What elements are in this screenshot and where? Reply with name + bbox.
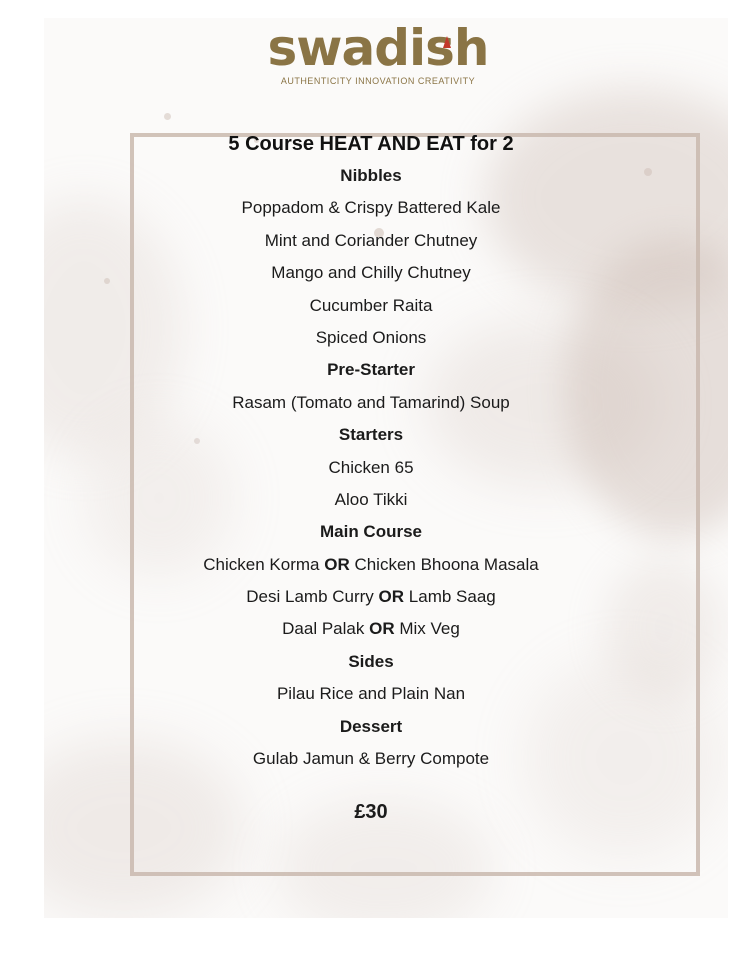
menu-choice-item (86, 613, 656, 645)
section-heading-sides: Sides (348, 651, 394, 671)
menu-content (86, 128, 656, 827)
choice-option: Mix Veg (399, 619, 460, 639)
menu-item: Mango and Chilly Chutney (271, 263, 471, 283)
menu-item: Rasam (Tomato and Tamarind) Soup (232, 392, 510, 412)
menu-item: Pilau Rice and Plain Nan (276, 684, 466, 704)
menu-choice-item (86, 549, 656, 581)
choice-option: Lamb Saag (408, 587, 496, 607)
flame-icon (443, 36, 451, 48)
choice-option: Daal Palak (282, 619, 365, 639)
or-connector: OR (324, 554, 350, 574)
section-heading-main-course: Main Course (319, 522, 423, 542)
menu-item: Gulab Jamun & Berry Compote (252, 749, 490, 769)
menu-item: Poppadom & Crispy Battered Kale (241, 198, 501, 218)
menu-price: £30 (354, 801, 388, 824)
menu-item: Mint and Coriander Chutney (264, 230, 478, 250)
section-heading-pre-starter: Pre-Starter (327, 360, 415, 380)
menu-item: Spiced Onions (315, 327, 427, 347)
or-connector: OR (378, 587, 405, 607)
menu-item: Cucumber Raita (309, 295, 433, 315)
section-heading-starters: Starters (338, 425, 404, 445)
menu-choice-item (86, 581, 656, 613)
choice-option: Chicken Korma (203, 554, 320, 574)
logo-tagline: AUTHENTICITY INNOVATION CREATIVITY (280, 76, 476, 86)
swadish-logo (248, 18, 508, 92)
menu-item: Chicken 65 (328, 457, 414, 477)
logo-wordmark: swadish (267, 19, 489, 77)
choice-option: Chicken Bhoona Masala (354, 554, 539, 574)
or-connector: OR (369, 619, 395, 639)
menu-item: Aloo Tikki (334, 489, 408, 509)
section-heading-nibbles: Nibbles (340, 166, 402, 185)
section-heading-dessert: Dessert (339, 716, 403, 736)
choice-option: Desi Lamb Curry (246, 587, 374, 607)
menu-title: 5 Course HEAT AND EAT for 2 (228, 133, 514, 155)
